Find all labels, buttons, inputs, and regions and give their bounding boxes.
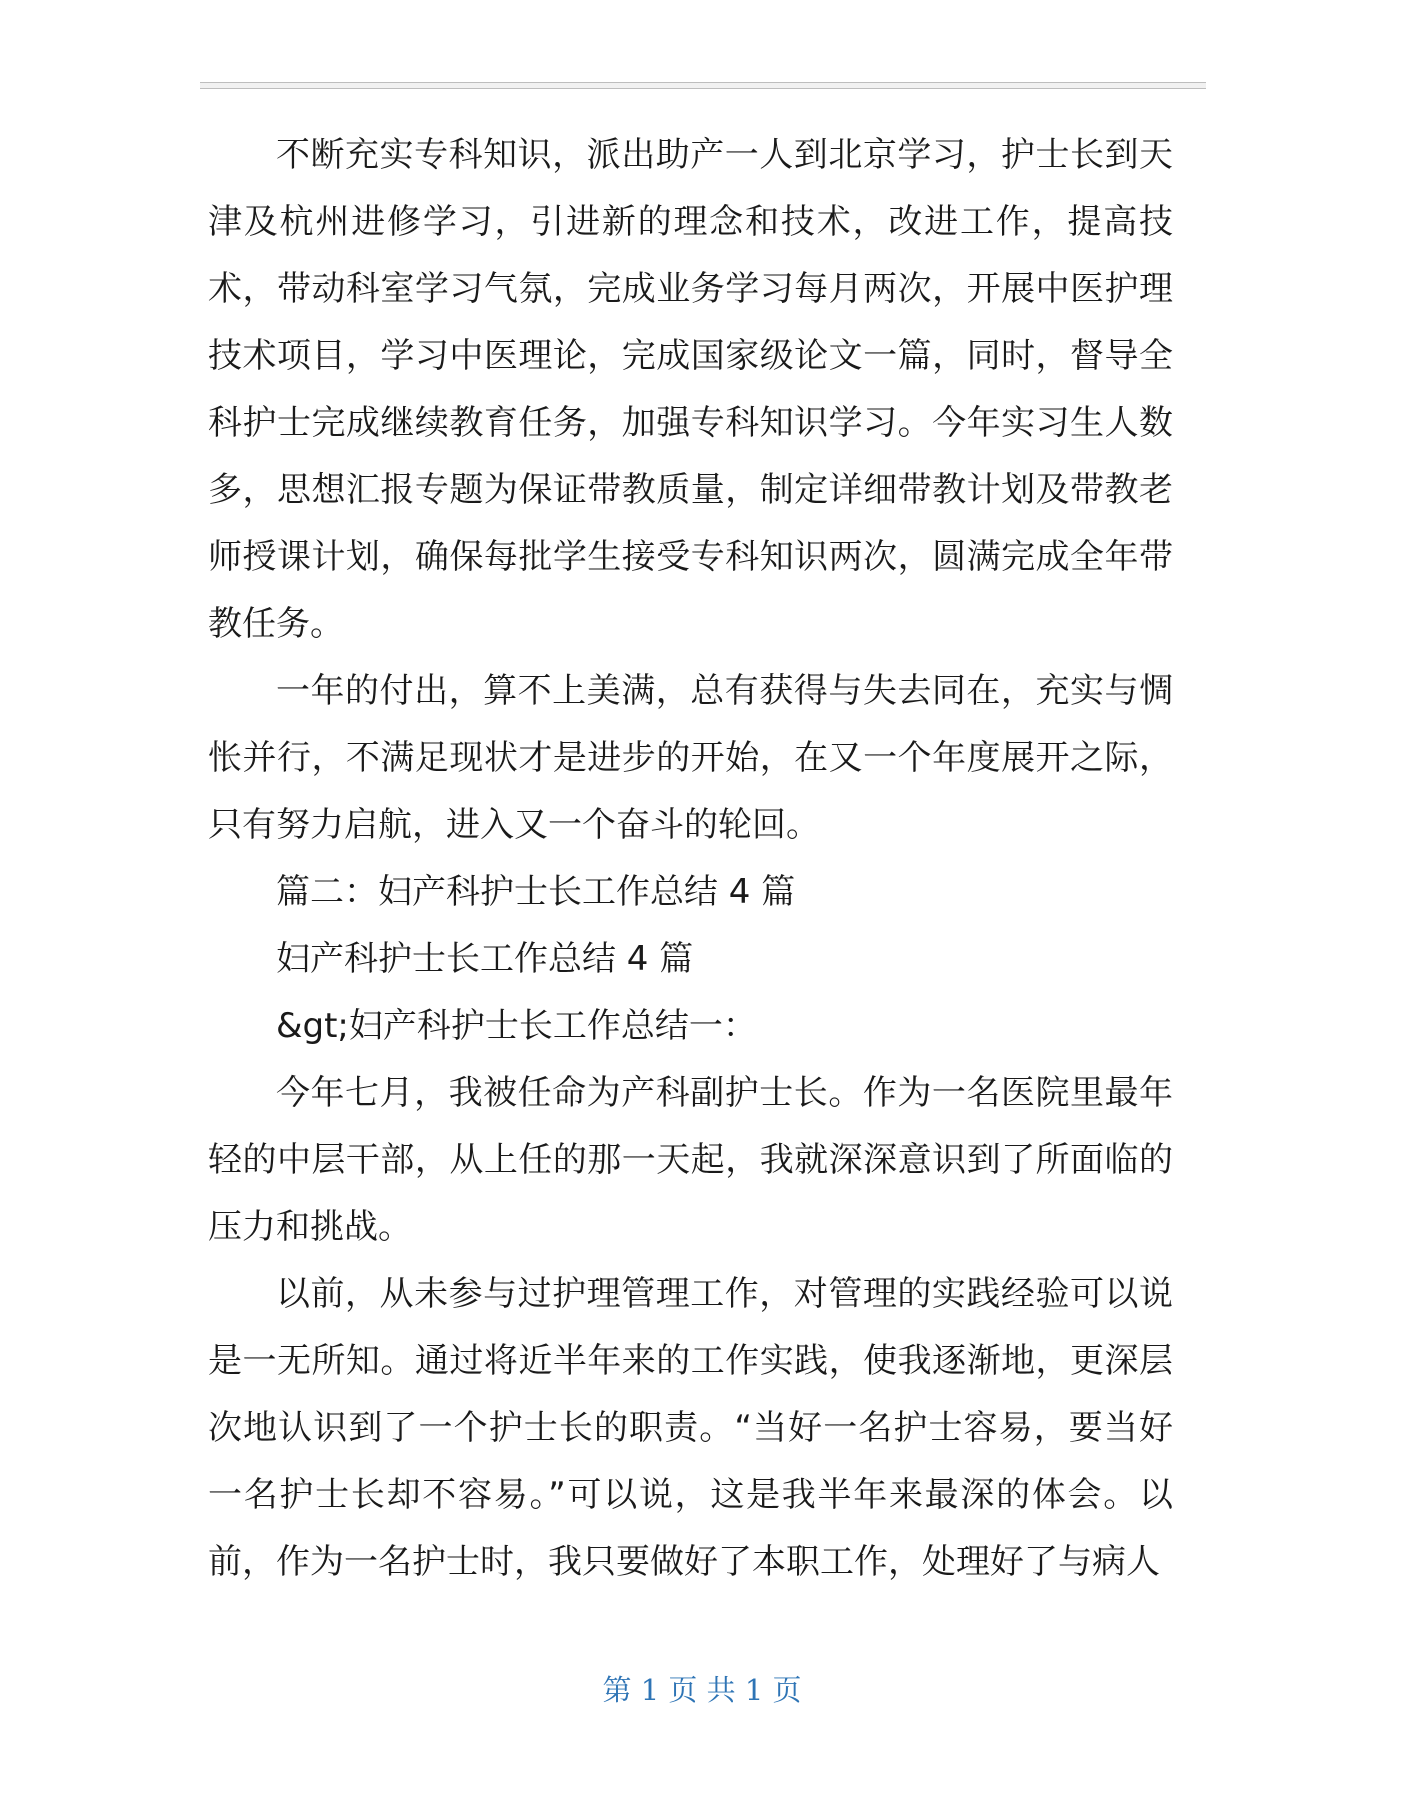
paragraph-1: 不断充实专科知识，派出助产一人到北京学习，护士长到天津及杭州进修学习，引进新的理念和技术，改进工作，提高技术，带动科室学习气氛，完成业务学习每月两次，开展中医护理技术项目，学习中医理论，完成国家级论文一篇，同时，督导全科护士完成继续教育任务，加强专科知识学习。今年实习生人数多，思想汇报专题为保证带教质量，制定详细带教计划及带教老师授课计划，确保每批学生接受专科知识两次，圆满完成全年带教任务。 <box>208 135 1173 644</box>
document-title: 妇产科护士长工作总结 4 篇 <box>276 939 694 979</box>
footer-middle: 页 共 <box>668 1673 736 1707</box>
footer-page-number: 1 <box>640 1673 660 1707</box>
footer-prefix: 第 <box>602 1673 632 1707</box>
paragraph-3: 今年七月，我被任命为产科副护士长。作为一名医院里最年轻的中层干部，从上任的那一天起，我就深深意识到了所面临的压力和挑战。 <box>208 1073 1173 1247</box>
header-rule <box>200 82 1206 89</box>
document-body <box>208 122 1173 1596</box>
subsection-heading: &gt;妇产科护士长工作总结一： <box>276 1006 757 1046</box>
page-footer <box>0 1668 1404 1709</box>
paragraph-2: 一年的付出，算不上美满，总有获得与失去同在，充实与惆怅并行，不满足现状才是进步的开始，在又一个年度展开之际，只有努力启航，进入又一个奋斗的轮回。 <box>208 671 1173 845</box>
footer-suffix: 页 <box>772 1673 802 1707</box>
footer-total-pages: 1 <box>744 1673 764 1707</box>
paragraph-4: 以前，从未参与过护理管理工作，对管理的实践经验可以说是一无所知。通过将近半年来的工作实践，使我逐渐地，更深层次地认识到了一个护士长的职责。“当好一名护士容易，要当好一名护士长却不容易。”可以说，这是我半年来最深的体会。以前，作为一名护士时，我只要做好了本职工作，处理好了与病人 <box>208 1274 1173 1582</box>
section-heading: 篇二：妇产科护士长工作总结 4 篇 <box>276 872 796 912</box>
